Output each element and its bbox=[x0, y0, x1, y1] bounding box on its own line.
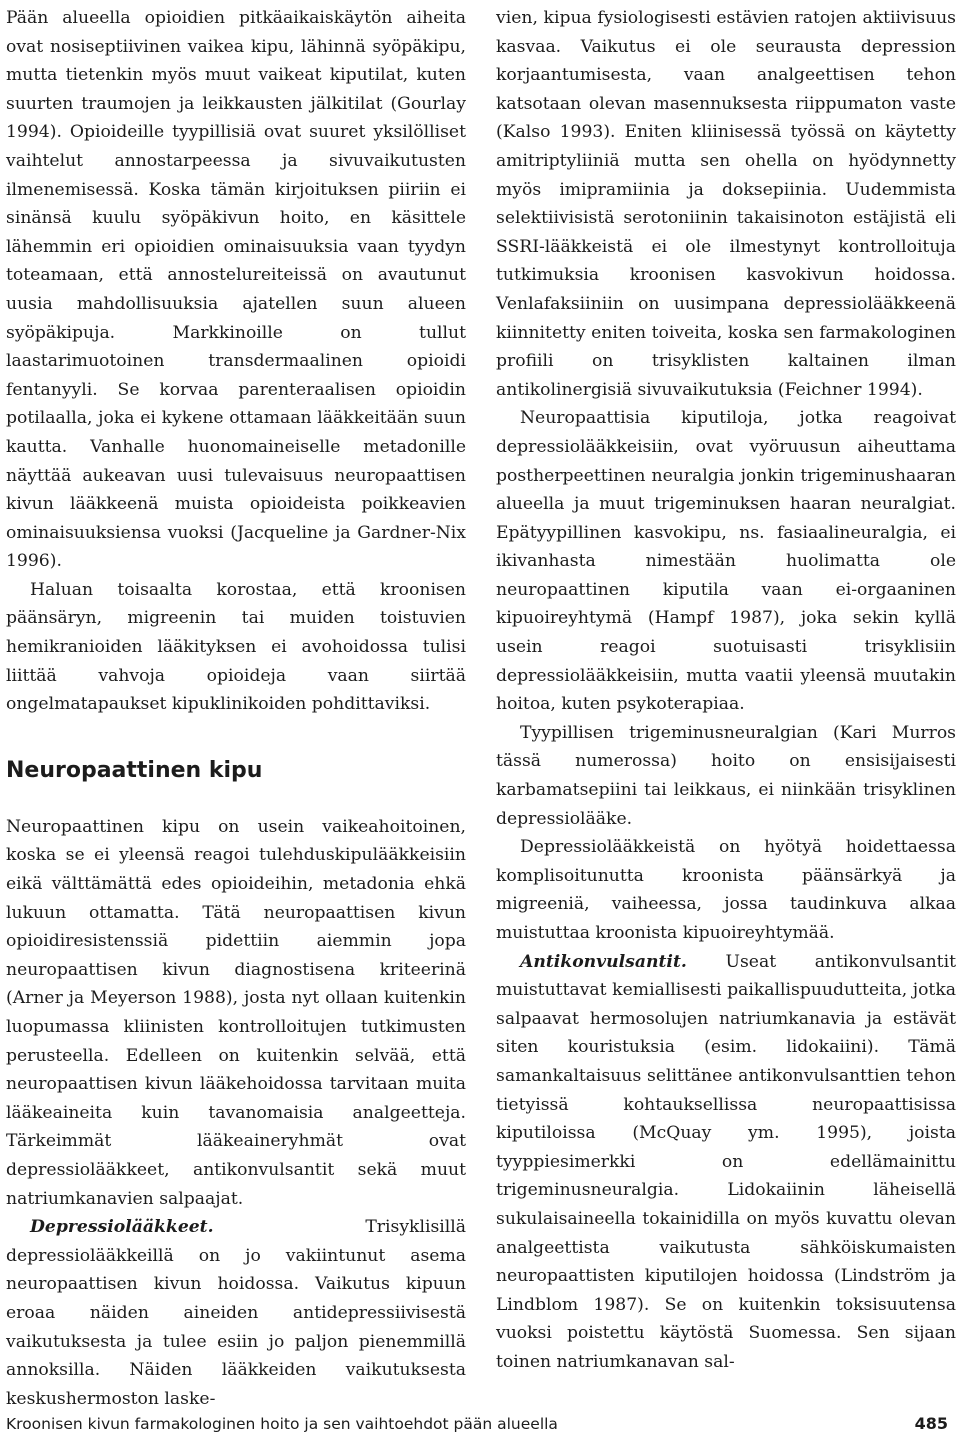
run-in-heading-anticonvulsants: Antikonvulsantit. bbox=[520, 951, 687, 972]
paragraph-chronic-headache: Depressiolääkkeistä on hyötyä hoidettaessa komplisoitunutta kroonista päänsärkyä ja migreeniä, vaiheessa, jossa taudinkuva alkaa muistuttaa kroonista kipuoireyhtymää. bbox=[496, 837, 956, 943]
left-column bbox=[6, 4, 466, 1413]
paragraph-neuropathic-intro: Neuropaattinen kipu on usein vaikeahoitoinen, koska se ei yleensä reagoi tulehduskipulääkkeisiin eikä välttämättä edes opioideihin, metadonia ehkä lukuun ottamatta. Tätä neuropaattisen kivun opioidiresistenssiä pidettiin aiemmin jopa neuropaattisen kivun diagnostisena kriteerinä (Arner ja Meyerson 1988), josta nyt ollaan kuitenkin luopumassa kliinisten kontrolloitujen tutkimusten perusteella. Edelleen on kuitenkin selvää, että neuropaattisen kivun lääkehoidossa tarvitaan muita lääkeaineita kuin tavanomaisia analgeetteja. Tärkeimmät lääkeaineryhmät ovat depressiolääkkeet, antikonvulsantit sekä muut natriumkanavien salpaajat. bbox=[6, 816, 466, 1209]
paragraph-neuropathic-conditions: Neuropaattisia kiputiloja, jotka reagoivat depressiolääkkeisiin, ovat vyöruusun aiheuttama postherpeettinen neuralgia jonkin trigeminushaaran alueella ja muut trigeminuksen haaran neuralgiat. Epätyypillinen kasvokipu, ns. fasiaalineuralgia, ei ikivanhasta nimestään huolimatta ole neuropaattinen kiputila vaan ei-orgaaninen kipuoireyhtymä (Hampf 1987), joka sekin kyllä usein reagoi suotuisasti trisyklisiin depressiolääkkeisiin, mutta vaatii yleensä muutakin hoitoa, kuten psykoterapiaa. bbox=[496, 408, 956, 715]
paragraph-anticonvulsants bbox=[496, 948, 956, 1377]
paragraph-trigeminal-neuralgia: Tyypillisen trigeminusneuralgian (Kari Murros tässä numerossa) hoito on ensisijaisesti karbamatsepiini tai leikkaus, ei niinkään trisyklinen depressiolääke. bbox=[496, 722, 956, 829]
right-column bbox=[496, 4, 956, 1377]
run-in-heading-antidepressants: Depressiolääkkeet. bbox=[30, 1217, 214, 1238]
paragraph-headache-opioids: Haluan toisaalta korostaa, että kroonisen päänsäryn, migreenin tai muiden toistuvien hemikranioiden lääkityksen ei avohoidossa tulisi liittää vahvoja opioideja vaan siirtää ongelmatapaukset kipuklinikoiden pohdittaviksi. bbox=[6, 579, 466, 715]
page-number: 485 bbox=[914, 1414, 948, 1433]
paragraph-opioids: Pään alueella opioidien pitkäaikaiskäytön aiheita ovat nosiseptiivinen vaikea kipu, lähinnä syöpäkipu, mutta tietenkin myös muut vaikeat kiputilat, kuten suurten traumojen ja leikkausten jälkitilat (Gourlay 1994). Opioideille tyypillisiä ovat suuret yksilölliset vaihtelut annostarpeessa ja sivuvaikutusten ilmenemisessä. Koska tämän kirjoituksen piiriin ei sinänsä kuulu syöpäkivun hoito, en käsittele lähemmin eri opioidien ominaisuuksia vaan tyydyn toteamaan, että annostelureiteissä on avautunut uusia mahdollisuuksia ajatellen suun alueen syöpäkipuja. Markkinoille on tullut laastarimuotoinen transdermaalinen opioidi fentanyyli. Se korvaa parenteraalisen opioidin potilaalla, joka ei kykene ottamaan lääkkeitään suun kautta. Vanhalle huonomaineiselle metadonille näyttää aukeavan uusi tulevaisuus neuropaattisen kivun lääkkeenä muista opioideista poikkeavien ominaisuuksiensa vuoksi (Jacqueline ja Gardner-Nix 1996). bbox=[6, 8, 466, 572]
running-title: Kroonisen kivun farmakologinen hoito ja sen vaihtoehdot pään alueella bbox=[6, 1415, 558, 1433]
paragraph-antidepressants-text: Trisyklisillä depressiolääkkeillä on jo vakiintunut asema neuropaattisen kivun hoidossa. Vaikutus kipuun eroaa näiden aineiden antidepressiivisestä vaikutuksesta ja tulee esiin jo paljon pienemmillä annoksilla. Näiden lääkkeiden vaikutuksesta keskushermoston laske- bbox=[6, 1217, 466, 1409]
paragraph-antidepressants bbox=[6, 1213, 466, 1413]
paragraph-continuation: vien, kipua fysiologisesti estävien ratojen aktiivisuus kasvaa. Vaikutus ei ole seurausta depression korjaantumisesta, vaan analgeettisen tehon katsotaan olevan masennuksesta riippumaton vaste (Kalso 1993). Eniten kliinisessä työssä on käytetty amitriptyliiniä mutta sen ohella on hyödynnetty myös imipramiinia ja doksepiinia. Uudemmista selektiivisistä serotoniinin takaisinoton estäjistä eli SSRI-lääkkeistä ei ole ilmestynyt kontrolloituja tutkimuksia kroonisen kasvokivun hoidossa. Venlafaksiiniin on uusimpana depressiolääkkeenä kiinnitetty eniten toiveita, koska sen farmakologinen profiili on trisyklisten kaltainen ilman antikolinergisiä sivuvaikutuksia (Feichner 1994). bbox=[496, 8, 956, 400]
section-heading-neuropathic-pain: Neuropaattinen kipu bbox=[6, 757, 263, 783]
paragraph-anticonvulsants-text: Useat antikonvulsantit muistuttavat kemiallisesti paikallispuudutteita, jotka salpaavat hermosolujen natriumkanavia ja estävät siten kouristuksia (esim. lidokaiini). Tämä samankaltaisuus selittänee antikonvulsanttien tehon tietyissä kohtauksellissa neuropaattisissa kiputiloissa (McQuay ym. 1995), joista tyyppiesimerkki on edellämainittu trigeminusneuralgia. Lidokaiinin läheisellä sukulaisaineella tokainidilla on myös kuvattu olevan analgeettista vaikutusta sähköiskumaisten neuropaattisten kiputilojen hoidossa (Lindström ja Lindblom 1987). Se on kuitenkin toksisuutensa vuoksi poistettu käytöstä Suomessa. Sen sijaan toinen natriumkanavan sal- bbox=[496, 951, 956, 1372]
page-footer bbox=[6, 1414, 948, 1434]
